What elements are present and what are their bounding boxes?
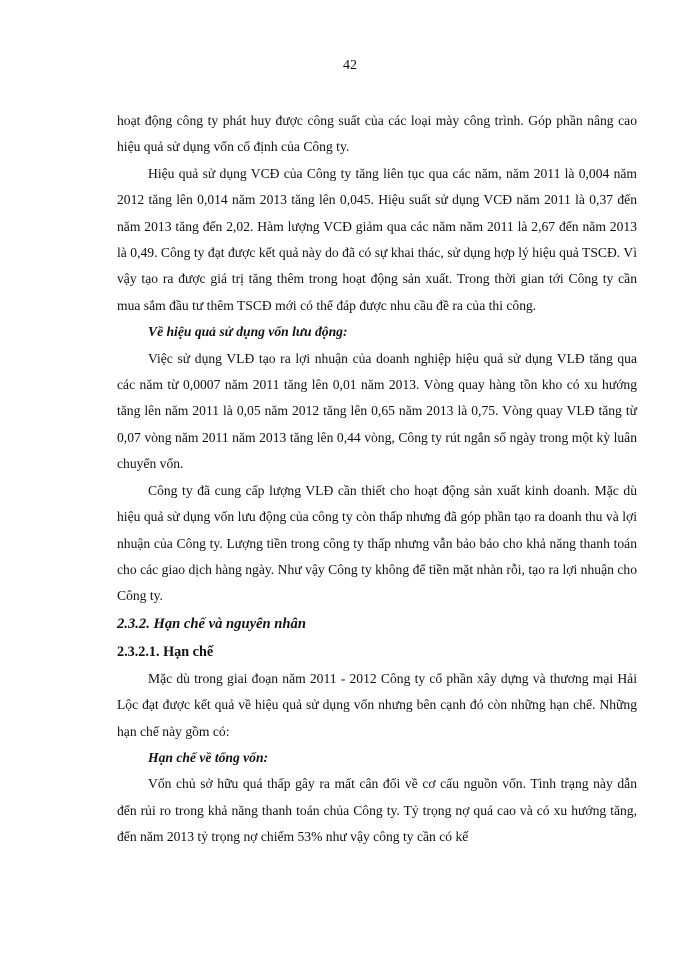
paragraph-1: hoạt động công ty phát huy được công suất của các loại mày công trình. Góp phần nâng cao hiệu quả sử dụng vốn cố định của Công ty.	[117, 113, 637, 155]
paragraph-6: Vốn chủ sở hữu quá thấp gây ra mất cân đối về cơ cấu nguồn vốn. Tình trạng này dẫn đến rủi ro trong khả năng thanh toán chủa Công ty. Tỷ trọng nợ quá cao và có xu hướng tăng, đến năm 2013 tỷ trọng nợ chiếm 53% như vậy công ty cần có kế	[117, 776, 637, 845]
paragraph-2: Hiệu quả sử dụng VCĐ của Công ty tăng liên tục qua các năm, năm 2011 là 0,004 năm 2012 tăng lên 0,014 năm 2013 tăng lên 0,045. Hiệu suất sử dụng VCĐ năm 2011 là 0,37 đến năm 2013 tăng đến 2,02. Hàm lượng VCĐ giảm qua các năm năm 2011 là 2,67 đến năm 2013 là 0,49. Công ty đạt được kết quả này do đã có sự khai thác, sử dụng hợp lý hiệu quả TSCĐ. Vì vậy tạo ra được giá trị tăng thêm trong hoạt động sản xuất. Trong thời gian tới Công ty cần mua sắm đầu tư thêm TSCĐ mới có thể đáp được nhu cầu đề ra của thi công.	[117, 165, 637, 313]
subsection-heading-limitations: 2.3.2.1. Hạn chế	[117, 643, 214, 660]
subheading-total-capital: Hạn chế về tổng vốn:	[148, 749, 269, 765]
subheading-working-capital: Về hiệu quả sử dụng vốn lưu động:	[148, 324, 348, 340]
page-number: 42	[343, 58, 357, 73]
document-body	[117, 108, 637, 851]
paragraph-4: Công ty đã cung cấp lượng VLĐ cần thiết cho hoạt động sản xuất kinh doanh. Mặc dù hiệu quả sử dụng vốn lưu động của công ty còn thấp nhưng đã góp phần tạo ra doanh thu và lợi nhuận của Công ty. Lượng tiền trong công ty thấp nhưng vẫn bảo bảo cho khả năng thanh toán cho các giao dịch hàng ngày. Như vậy Công ty không để tiền mặt nhàn rỗi, tạo ra lợi nhuận cho Công ty.	[117, 482, 637, 604]
paragraph-3: Việc sử dụng VLĐ tạo ra lợi nhuận của doanh nghiệp hiệu quả sử dụng VLĐ tăng qua các năm từ 0,0007 năm 2011 tăng lên 0,01 năm 2013. Vòng quay hàng tồn kho có xu hướng tăng lên năm 2011 là 0,05 năm 2012 tăng lên 0,65 năm 2013 là 0,75. Vòng quay VLĐ tăng từ 0,07 vòng năm 2011 năm 2013 tăng lên 0,44 vòng, Công ty rút ngắn số ngày trong một kỳ luân chuyển vốn.	[117, 350, 637, 472]
section-heading-limitations: 2.3.2. Hạn chế và nguyên nhân	[117, 615, 306, 632]
paragraph-5: Mặc dù trong giai đoạn năm 2011 - 2012 Công ty cổ phần xây dựng và thương mại Hải Lộc đạt được kết quả về hiệu quả sử dụng vốn nhưng bên cạnh đó còn những hạn chế. Những hạn chế này gồm có:	[117, 670, 637, 739]
